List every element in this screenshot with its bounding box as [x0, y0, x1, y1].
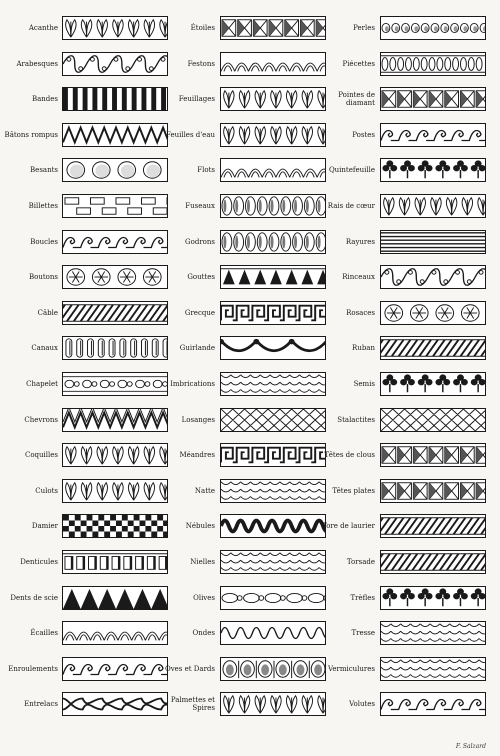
ornament-label-meandres: Méandres [179, 451, 215, 460]
ornament-band-perles [380, 16, 486, 40]
ornament-band-meandres [220, 443, 326, 467]
ornament-label-arabesques: Arabesques [16, 59, 58, 68]
ornament-band-gouttes [220, 265, 326, 289]
ornament-band-olives [220, 586, 326, 610]
ornament-label-torsade: Torsade [346, 558, 375, 566]
ornament-band-feuillages [220, 87, 326, 111]
ornament-label-rosaces: Rosaces [346, 308, 375, 317]
ornament-band-chapelet [62, 372, 168, 396]
ornament-band-volutes [380, 692, 486, 716]
ornament-label-enroulements: Enroulements [8, 664, 58, 673]
ornament-label-ruban: Ruban [352, 344, 375, 353]
ornament-band-guirlande [220, 336, 326, 360]
ornament-label-batons-rompus: Bâtons rompus [4, 130, 58, 139]
ornament-label-palmettes-et-spires: Palmettes et Spires [170, 696, 215, 713]
ornament-band-culots [62, 479, 168, 503]
ornament-label-quintefeuille: Quintefeuille [328, 166, 375, 175]
ornament-label-rayures: Rayures [345, 237, 375, 246]
ornament-label-billettes: Billettes [28, 202, 58, 210]
ornament-band-palmettes-et-spires [220, 692, 326, 716]
ornament-band-nielles [220, 550, 326, 574]
ornament-band-tetes-plates [380, 479, 486, 503]
ornament-band-ondes [220, 621, 326, 645]
ornament-band-billettes [62, 194, 168, 218]
ornament-label-nebules: Nébules [185, 522, 215, 531]
ornament-band-feuilles-d-eau [220, 123, 326, 147]
ornament-label-dents-de-scie: Dents de scie [10, 593, 58, 602]
ornament-label-denticules: Denticules [20, 558, 58, 566]
ornament-label-vermiculures: Vermiculures [327, 664, 375, 673]
ornament-label-imbrications: Imbrications [170, 380, 215, 388]
ornament-band-festons [220, 52, 326, 76]
ornament-band-cable [62, 301, 168, 325]
ornament-band-postes [380, 123, 486, 147]
ornament-band-etoiles [220, 16, 326, 40]
engraver-signature: F. Salzard [455, 743, 486, 750]
ornament-label-semis: Semis [353, 380, 375, 388]
ornament-band-rais-de-coeur [380, 194, 486, 218]
ornament-label-festons: Festons [187, 59, 215, 68]
ornament-label-etoiles: Étoiles [190, 24, 215, 32]
ornament-band-torsade [380, 550, 486, 574]
ornament-label-tetes-de-clous: Têtes de clous [324, 451, 375, 460]
ornament-label-chapelet: Chapelet [26, 380, 58, 388]
ornament-label-besants: Besants [30, 166, 58, 175]
ornament-band-stalactites [380, 408, 486, 432]
ornament-label-natte: Natte [194, 486, 215, 495]
ornament-band-piecettes [380, 52, 486, 76]
ornament-band-rosaces [380, 301, 486, 325]
ornament-label-tetes-plates: Têtes plates [332, 486, 375, 495]
ornament-label-rinceaux: Rinceaux [342, 273, 375, 282]
ornament-label-flots: Flots [197, 166, 215, 175]
ornament-label-oves-et-dards: Oves et Dards [164, 664, 215, 673]
ornament-label-volutes: Volutes [349, 700, 375, 709]
ornament-band-imbrications [220, 372, 326, 396]
ornament-label-culots: Culots [35, 486, 58, 495]
ornament-label-olives: Olives [193, 593, 215, 602]
ornament-label-boutons: Boutons [29, 273, 58, 282]
ornament-band-dents-de-scie [62, 586, 168, 610]
ornament-band-boucles [62, 230, 168, 254]
ornament-band-semis [380, 372, 486, 396]
ornament-band-rayures [380, 230, 486, 254]
ornament-band-tore-de-laurier [380, 514, 486, 538]
ornament-band-quintefeuille [380, 158, 486, 182]
ornament-band-bandes [62, 87, 168, 111]
ornament-label-pointes-de-diamant: Pointes de diamant [338, 91, 375, 108]
ornament-label-canaux: Canaux [31, 344, 58, 353]
ornament-band-oves-et-dards [220, 657, 326, 681]
ornament-band-besants [62, 158, 168, 182]
ornament-band-vermiculures [380, 657, 486, 681]
ornament-label-acanthe: Acanthe [28, 24, 58, 32]
ornament-label-chevrons: Chevrons [24, 415, 58, 424]
ornament-label-grecque: Grecque [184, 308, 215, 317]
ornament-label-gouttes: Gouttes [187, 273, 215, 282]
ornament-label-postes: Postes [352, 130, 375, 139]
ornament-band-entrelacs [62, 692, 168, 716]
ornament-band-batons-rompus [62, 123, 168, 147]
ornament-band-boutons [62, 265, 168, 289]
ornament-band-chevrons [62, 408, 168, 432]
ornament-band-coquilles [62, 443, 168, 467]
ornament-band-enroulements [62, 657, 168, 681]
ornament-label-ecailles: Écailles [30, 629, 58, 638]
ornament-band-ruban [380, 336, 486, 360]
ornament-band-natte [220, 479, 326, 503]
ornament-band-godrons [220, 230, 326, 254]
ornament-label-fuseaux: Fuseaux [185, 202, 215, 210]
ornament-band-nebules [220, 514, 326, 538]
ornament-label-damier: Damier [31, 522, 58, 531]
ornament-label-ondes: Ondes [192, 629, 215, 638]
ornament-label-losanges: Losanges [181, 415, 215, 424]
ornament-band-arabesques [62, 52, 168, 76]
ornament-label-rais-de-coeur: Rais de cœur [327, 202, 375, 210]
ornament-band-trefles [380, 586, 486, 610]
ornament-band-canaux [62, 336, 168, 360]
ornament-band-flots [220, 158, 326, 182]
ornament-label-perles: Perles [353, 24, 375, 32]
ornament-label-feuilles-d-eau: Feuilles d'eau [165, 130, 215, 139]
ornament-label-cable: Câble [37, 308, 58, 317]
ornament-label-coquilles: Coquilles [24, 451, 58, 460]
ornament-band-losanges [220, 408, 326, 432]
ornament-label-boucles: Boucles [30, 237, 58, 246]
ornament-label-piecettes: Piécettes [342, 59, 375, 68]
ornament-label-guirlande: Guirlande [179, 344, 215, 353]
ornament-label-nielles: Nielles [190, 558, 215, 566]
ornament-band-damier [62, 514, 168, 538]
ornament-label-bandes: Bandes [31, 95, 58, 104]
ornament-band-tetes-de-clous [380, 443, 486, 467]
ornament-label-godrons: Godrons [185, 237, 215, 246]
ornament-label-trefles: Trèfles [350, 593, 375, 602]
ornament-band-denticules [62, 550, 168, 574]
ornament-band-acanthe [62, 16, 168, 40]
ornament-band-pointes-de-diamant [380, 87, 486, 111]
ornament-label-feuillages: Feuillages [178, 95, 215, 104]
ornament-band-tresse [380, 621, 486, 645]
ornament-label-entrelacs: Entrelacs [24, 700, 58, 709]
ornament-band-grecque [220, 301, 326, 325]
ornament-band-rinceaux [380, 265, 486, 289]
ornament-band-fuseaux [220, 194, 326, 218]
ornament-label-tresse: Tresse [351, 629, 375, 638]
ornament-label-stalactites: Stalactites [337, 415, 375, 424]
ornament-label-tore-de-laurier: Tore de laurier [322, 522, 375, 531]
ornament-band-ecailles [62, 621, 168, 645]
